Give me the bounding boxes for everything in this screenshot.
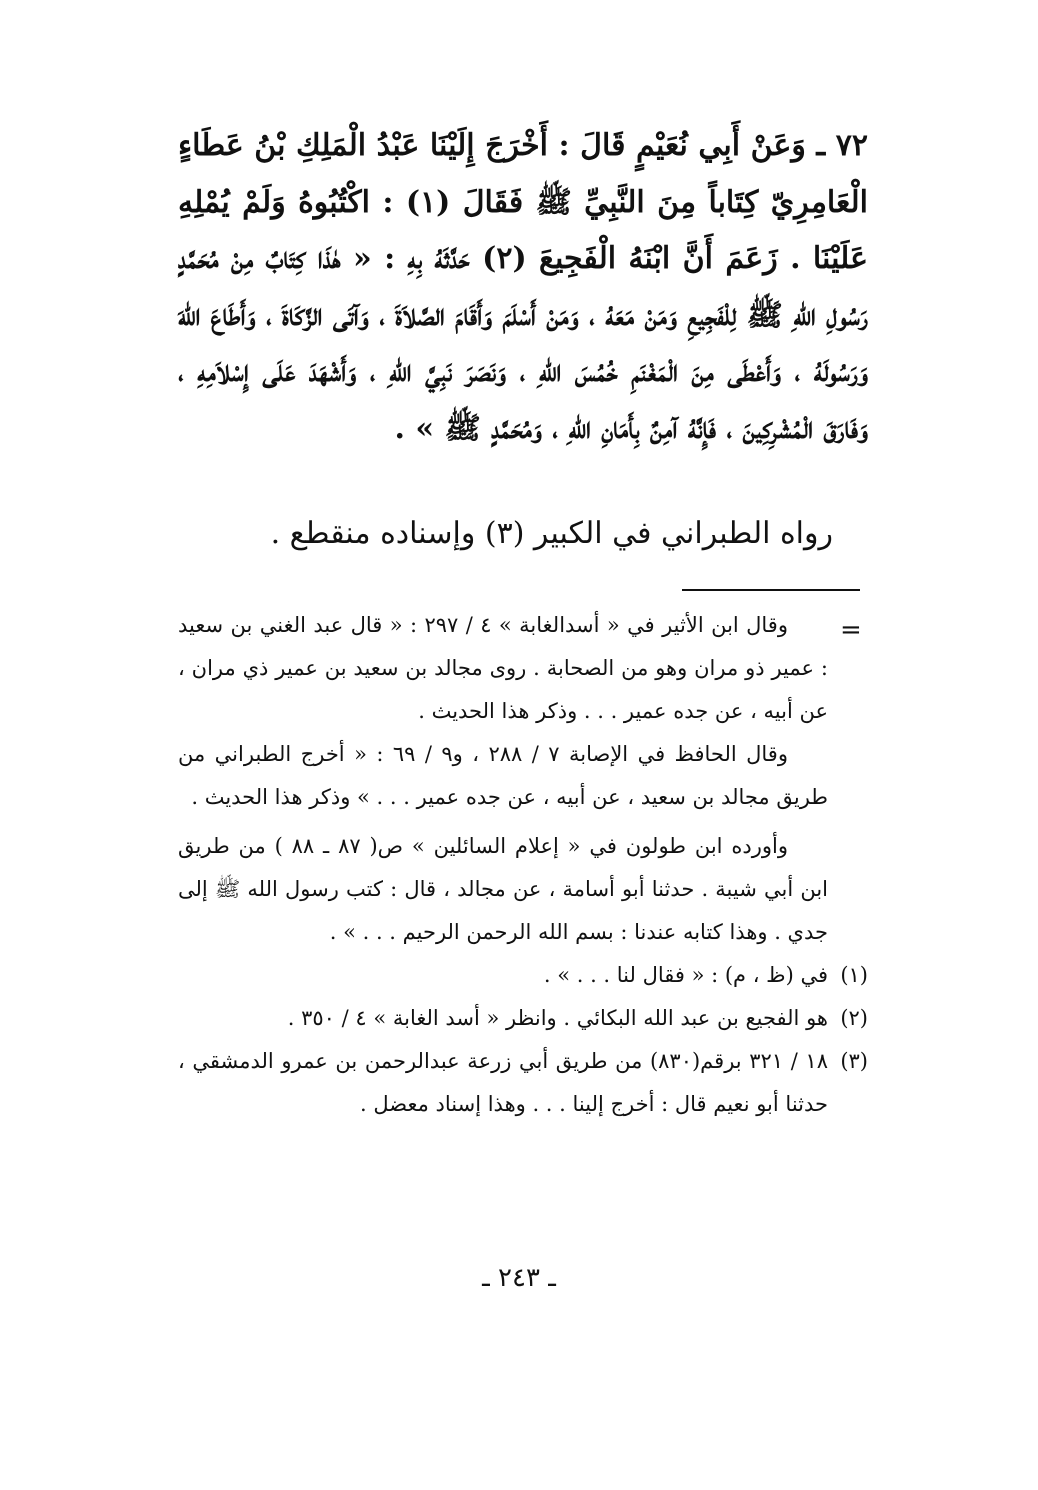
footnote-item [178, 1040, 868, 1126]
footnote-item [178, 997, 868, 1040]
footnote-number: (٢) [840, 1006, 868, 1030]
footnote-separator [682, 589, 860, 591]
footnote-text: هو الفجيع بن عبد الله البكائي . وانظر « أسد الغابة » ٤ / ٣٥٠ . [287, 1006, 828, 1030]
page-number: ـ ٢٤٣ ـ [482, 1263, 556, 1293]
footnote-text: في (ظ ، م) : « فقال لنا . . . » . [543, 963, 828, 987]
footnote-continued-paragraph: وأورده ابن طولون في « إعلام السائلين » ص( ٨٧ ـ ٨٨ ) من طريق ابن أبي شيبة . حدثنا أبو أسامة ، عن مجالد ، قال : كتب رسول الله ﷺ إلى جدي . وهذا كتابه عندنا : بسم الله الرحمن الرحيم . . . » . [178, 834, 828, 944]
footnote-continued-paragraph: وقال ابن الأثير في « أسدالغابة » ٤ / ٢٩٧ : « قال عبد الغني بن سعيد : عمير ذو مران وهو من الصحابة . روى مجالد بن سعيد بن عمير ذي مران ، عن أبيه ، عن جده عمير . . . وذكر هذا الحديث . [178, 613, 828, 723]
footnote-number: (٣) [840, 1049, 868, 1073]
riwaya-line: رواه الطبراني في الكبير (٣) وإسناده منقطع . [270, 516, 833, 551]
footnote-number: (١) [840, 963, 868, 987]
footnote-text: ١٨ / ٣٢١ برقم(٨٣٠) من طريق أبي زرعة عبدالرحمن بن عمرو الدمشقي ، حدثنا أبو نعيم قال : أخرج إلينا . . . وهذا إسناد معضل . [178, 1049, 828, 1116]
hadith-text: ٧٢ ـ وَعَنْ أَبِي نُعَيْمٍ قَالَ : أَخْرَجَ إِلَيْنَا عَبْدُ الْمَلِكِ بْنُ عَطَاءٍ الْعَامِرِيّ كِتَاباً مِنَ النَّبِيِّ ﷺ فَقَالَ (١) : اكْتُبُوهُ وَلَمْ يُمْلِهِ عَلَيْنَا . زَعَمَ أَنَّ ابْنَهُ الْفَجِيعَ (٢) حَدَّثَهُ بِهِ : « هٰذَا كِتَابٌ مِنْ مُحَمَّدٍ رَسُولِ اللهِ ﷺ لِلْفَجِيعِ وَمَنْ مَعَهُ ، وَمَنْ أَسْلَمَ وَأَقَامَ الصَّلاَةَ ، وَآتَى الزَّكَاةَ ، وَأَطَاعَ اللهَ وَرَسُولَهُ ، وَأَعْطَى مِنَ الْمَغْنَمِ خُمُسَ اللهِ ، وَنَصَرَ نَبِيَّ اللهِ ، وَأَشْهَدَ عَلَى إِسْلاَمِهِ ، وَفَارَقَ الْمُشْرِكِينَ ، فَإِنَّهُ آمِنٌ بِأَمَانِ اللهِ ، وَمُحَمَّدٍ ﷺ » . [178, 128, 868, 446]
footnote-item [178, 954, 868, 997]
footnote-continued-paragraph: وقال الحافظ في الإصابة ٧ / ٢٨٨ ، و٩ / ٦٩ : « أخرج الطبراني من طريق مجالد بن سعيد ، عن أبيه ، عن جده عمير . . . » وذكر هذا الحديث . [178, 742, 828, 809]
footnotes [178, 604, 868, 1126]
continuation-mark: = [840, 615, 862, 645]
main-text [178, 118, 868, 457]
